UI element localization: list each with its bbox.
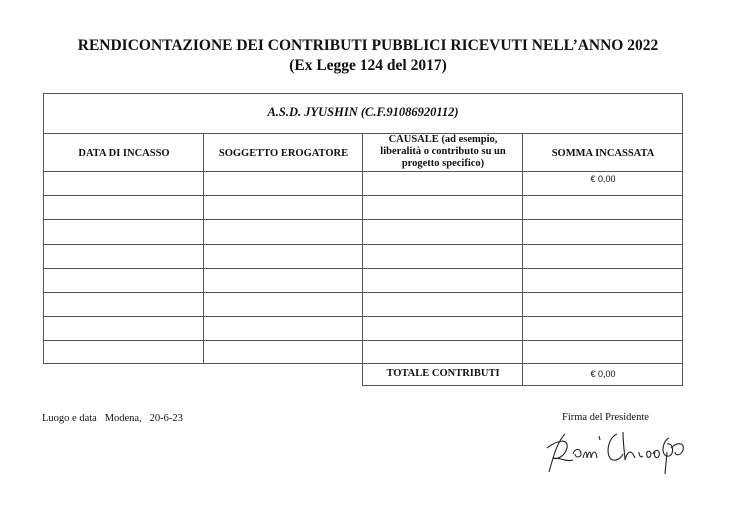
association-name: A.S.D. JYUSHIN (C.F.91086920112) bbox=[267, 105, 459, 119]
total-value: € 0,00 bbox=[590, 369, 616, 379]
header-causale-line: liberalità o contributo su un bbox=[380, 146, 506, 157]
total-row bbox=[362, 363, 683, 386]
row-divider bbox=[44, 316, 682, 317]
header-causale-line: progetto specifico) bbox=[401, 158, 485, 169]
row-divider bbox=[44, 292, 682, 293]
place-date-label: Luogo e data bbox=[42, 413, 97, 424]
column-divider bbox=[362, 133, 363, 364]
column-divider bbox=[203, 133, 204, 364]
header-soggetto-erogatore: SOGGETTO EROGATORE bbox=[218, 148, 349, 159]
row-divider bbox=[44, 171, 682, 172]
header-data-incasso: DATA DI INCASSO bbox=[78, 148, 170, 159]
president-signature bbox=[543, 428, 693, 476]
header-causale bbox=[363, 134, 523, 170]
row-1-somma: € 0,00 bbox=[590, 174, 616, 184]
place-date-value: Modena, 20-6-23 bbox=[104, 413, 183, 424]
row-divider bbox=[44, 268, 682, 269]
place-date bbox=[42, 413, 183, 424]
header-somma-incassata: SOMMA INCASSATA bbox=[551, 148, 655, 159]
row-divider bbox=[44, 195, 682, 196]
total-label: TOTALE CONTRIBUTI bbox=[386, 368, 500, 379]
row-divider bbox=[44, 340, 682, 341]
column-divider bbox=[522, 133, 523, 364]
row-divider bbox=[44, 219, 682, 220]
document-subtitle: (Ex Legge 124 del 2017) bbox=[289, 57, 447, 74]
signature-label: Firma del Presidente bbox=[562, 412, 649, 423]
row-divider bbox=[44, 244, 682, 245]
contributions-table bbox=[43, 93, 683, 364]
document-title: RENDICONTAZIONE DEI CONTRIBUTI PUBBLICI RICEVUTI NELL’ANNO 2022 bbox=[77, 37, 659, 54]
header-causale-line: CAUSALE (ad esempio, bbox=[388, 134, 498, 145]
